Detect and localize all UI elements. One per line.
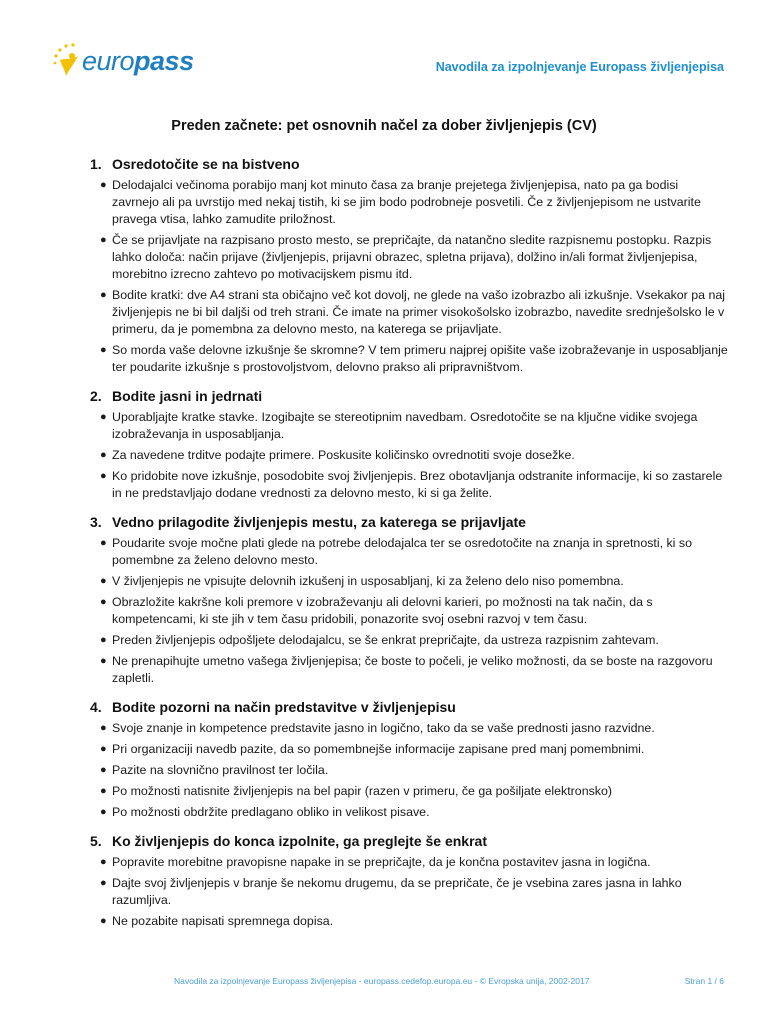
list-item	[100, 594, 728, 628]
bullet-icon: ●	[100, 344, 107, 356]
section-number: 3.	[90, 514, 102, 530]
list-item	[100, 720, 728, 737]
logo-wordmark: europass	[82, 46, 194, 76]
page-title: Preden začnete: pet osnovnih načel za dober življenjepis (CV)	[171, 118, 597, 134]
section-heading	[90, 699, 728, 715]
list-item	[100, 342, 728, 376]
list-item	[100, 468, 728, 502]
bullet-text: Po možnosti obdržite predlagano obliko in velikost pisave.	[112, 805, 430, 819]
section-4	[88, 699, 728, 821]
bullet-text: Bodite kratki: dve A4 strani sta običajno več kot dovolj, ne glede na vašo izobrazbo ali izkušnje. Vsekakor pa naj življenjepis ne bi bil daljši od treh strani. Če imate na primer visokošolsko izobrazbo, navedite srednješolsko le v primeru, da je pomembna za delovno mesto, na katerega se prijavljate.	[112, 288, 725, 336]
bullet-text: Svoje znanje in kompetence predstavite jasno in logično, tako da se vaše prednosti jasno razvidne.	[112, 721, 655, 735]
list-item	[100, 535, 728, 569]
header-title: Navodila za izpolnjevanje Europass življenjepisa	[435, 60, 724, 74]
list-item	[100, 632, 728, 649]
list-item	[100, 913, 728, 930]
list-item	[100, 854, 728, 871]
section-heading	[90, 388, 728, 404]
bullet-list	[88, 854, 728, 930]
europass-logo	[52, 42, 192, 84]
section-heading	[90, 156, 728, 172]
bullet-list	[88, 720, 728, 821]
list-item	[100, 875, 728, 909]
bullet-text: Če se prijavljate na razpisano prosto mesto, se prepričajte, da natančno sledite razpisnemu postopku. Razpis lahko določa: način prijave (življenjepis, prijavni obrazec, spletna prijava), dolžino in/ali format življenjepisa, morebitno izrecno zahtevo po motivacijskem pismu itd.	[112, 233, 712, 281]
bullet-icon: ●	[100, 411, 107, 423]
list-item	[100, 409, 728, 443]
section-heading	[90, 833, 728, 849]
bullet-icon: ●	[100, 743, 107, 755]
bullet-icon: ●	[100, 634, 107, 646]
section-number: 2.	[90, 388, 102, 404]
bullet-text: Pazite na slovnično pravilnost ter ločila.	[112, 763, 329, 777]
list-item	[100, 741, 728, 758]
bullet-text: Pri organizaciji navedb pazite, da so pomembnejše informacije zapisane pred manj pomembnimi.	[112, 742, 645, 756]
list-item	[100, 287, 728, 338]
list-item	[100, 804, 728, 821]
section-5	[88, 833, 728, 930]
section-heading	[90, 514, 728, 530]
bullet-icon: ●	[100, 915, 107, 927]
section-3	[88, 514, 728, 687]
list-item	[100, 232, 728, 283]
list-item	[100, 762, 728, 779]
bullet-icon: ●	[100, 722, 107, 734]
section-title: Bodite pozorni na način predstavitve v življenjepisu	[112, 699, 456, 715]
bullet-icon: ●	[100, 289, 107, 301]
bullet-text: Ne prenapihujte umetno vašega življenjepisa; če boste to počeli, je veliko možnosti, da se boste na razgovoru zapletli.	[112, 654, 713, 685]
bullet-icon: ●	[100, 806, 107, 818]
list-item	[100, 573, 728, 590]
bullet-icon: ●	[100, 575, 107, 587]
bullet-icon: ●	[100, 537, 107, 549]
list-item	[100, 447, 728, 464]
bullet-list	[88, 409, 728, 502]
list-item	[100, 783, 728, 800]
section-title: Bodite jasni in jedrnati	[112, 388, 263, 404]
section-number: 5.	[90, 833, 102, 849]
bullet-text: Uporabljajte kratke stavke. Izogibajte se stereotipnim navedbam. Osredotočite se na ključne vidike svojega izobraževanja in usposabljanja.	[112, 410, 698, 441]
bullet-icon: ●	[100, 596, 107, 608]
bullet-text: Ne pozabite napisati spremnega dopisa.	[112, 914, 334, 928]
section-number: 1.	[90, 156, 102, 172]
bullet-text: Popravite morebitne pravopisne napake in se prepričajte, da je končna postavitev jasna in logična.	[112, 855, 651, 869]
bullet-icon: ●	[100, 785, 107, 797]
section-title: Vedno prilagodite življenjepis mestu, za katerega se prijavljate	[112, 514, 526, 530]
list-item	[100, 177, 728, 228]
bullet-list	[88, 535, 728, 687]
page-number: Stran 1 / 6	[684, 976, 724, 986]
bullet-icon: ●	[100, 856, 107, 868]
bullet-text: Delodajalci večinoma porabijo manj kot minuto časa za branje prejetega življenjepisa, nato pa ga bodisi zavrnejo ali pa uvrstijo med nekaj tistih, ki se jim bodo podrobneje posvetili. Če z življenjepisom ne ustvarite pravega vtisa, lahko zamudite priložnost.	[112, 178, 701, 226]
bullet-icon: ●	[100, 234, 107, 246]
section-1	[88, 156, 728, 376]
list-item	[100, 653, 728, 687]
bullet-icon: ●	[100, 877, 107, 889]
bullet-text: Poudarite svoje močne plati glede na potrebe delodajalca ter se osredotočite na znanja in spretnosti, ki so pomembne za želeno delovno mesto.	[112, 536, 692, 567]
bullet-icon: ●	[100, 179, 107, 191]
bullet-icon: ●	[100, 449, 107, 461]
section-number: 4.	[90, 699, 102, 715]
bullet-text: Po možnosti natisnite življenjepis na bel papir (razen v primeru, če ga pošiljate elektronsko)	[112, 784, 612, 798]
bullet-list	[88, 177, 728, 376]
bullet-icon: ●	[100, 764, 107, 776]
bullet-text: Za navedene trditve podajte primere. Poskusite količinsko ovrednotiti svoje dosežke.	[112, 448, 575, 462]
bullet-text: V življenjepis ne vpisujte delovnih izkušenj in usposabljanj, ki za želeno delo niso pomembna.	[112, 574, 624, 588]
footer-text: Navodila za izpolnjevanje Europass življenjepisa - europass.cedefop.europa.eu - © Evropska unija, 2002-2017	[174, 976, 590, 986]
document-body	[88, 156, 728, 942]
bullet-text: Dajte svoj življenjepis v branje še nekomu drugemu, da se prepričate, če je vsebina zares jasna in lahko razumljiva.	[112, 876, 682, 907]
section-title: Osredotočite se na bistveno	[112, 156, 300, 172]
bullet-text: Preden življenjepis odpošljete delodajalcu, se še enkrat prepričajte, da ustreza razpisnim zahtevam.	[112, 633, 659, 647]
section-title: Ko življenjepis do konca izpolnite, ga preglejte še enkrat	[112, 833, 487, 849]
bullet-text: Obrazložite kakršne koli premore v izobraževanju ali delovni karieri, po možnosti na tak način, da s kompetencami, ki ste jih v tem času pridobili, ponazorite svoj osebni razvoj v tem času.	[112, 595, 653, 626]
bullet-icon: ●	[100, 655, 107, 667]
bullet-text: So morda vaše delovne izkušnje še skromne? V tem primeru najprej opišite vaše izobraževanje in usposabljanje ter poudarite izkušnje s prostovoljstvom, delovno prakso ali pripravništvom.	[112, 343, 728, 374]
bullet-text: Ko pridobite nove izkušnje, posodobite svoj življenjepis. Brez obotavljanja odstranite informacije, ki so zastarele in ne predstavljajo dodane vrednosti za delovno mesto, ki si ga želite.	[112, 469, 723, 500]
bullet-icon: ●	[100, 470, 107, 482]
section-2	[88, 388, 728, 502]
